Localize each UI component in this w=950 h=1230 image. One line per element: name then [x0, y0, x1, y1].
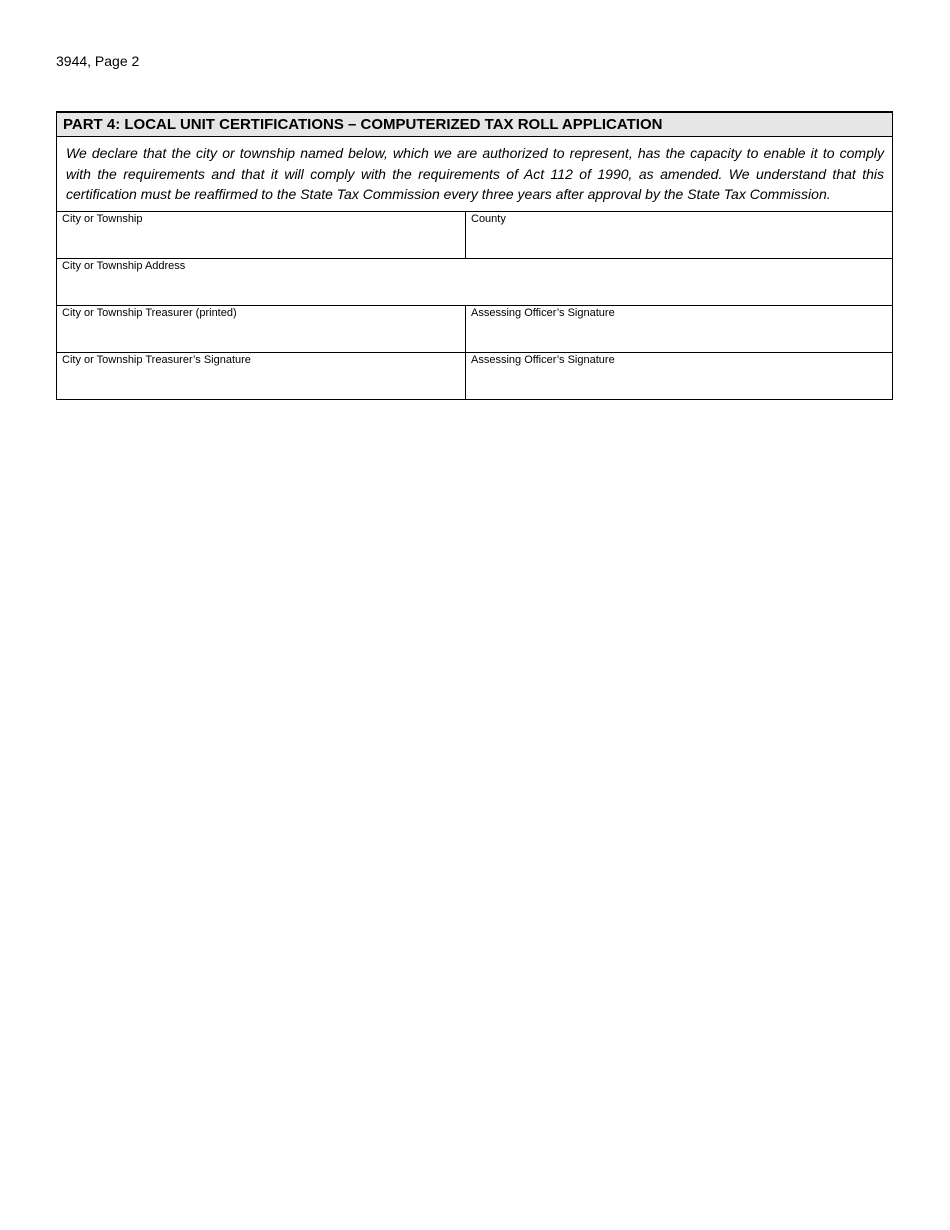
treasurer-signature-input[interactable] [62, 369, 460, 395]
page-header: 3944, Page 2 [56, 53, 140, 69]
assessor-signature-field-1[interactable] [466, 306, 892, 352]
row-address [57, 259, 892, 306]
part4-title: PART 4: LOCAL UNIT CERTIFICATIONS – COMPUTERIZED TAX ROLL APPLICATION [57, 113, 892, 137]
treasurer-signature-field[interactable] [57, 353, 466, 399]
county-input[interactable] [471, 228, 887, 254]
assessor-signature-input-1[interactable] [471, 322, 887, 348]
treasurer-printed-field[interactable] [57, 306, 466, 352]
city-or-township-field[interactable] [57, 212, 466, 258]
treasurer-printed-input[interactable] [62, 322, 460, 348]
row-treasurer-signature [57, 353, 892, 399]
row-treasurer-printed [57, 306, 892, 353]
assessor-signature-field-2[interactable] [466, 353, 892, 399]
assessor-signature-label-2: Assessing Officer’s Signature [471, 353, 615, 366]
part4-certification-form [56, 111, 893, 400]
declaration-text: We declare that the city or township named below, which we are authorized to represent, has the capacity to enable it to comply with the requirements and that it will comply with the requirements of Act 112 of 1990, as amended. We understand that this certification must be reaffirmed to the State Tax Commission every three years after approval by the State Tax Commission. [57, 137, 892, 212]
county-label: County [471, 212, 506, 225]
city-or-township-input[interactable] [62, 228, 460, 254]
assessor-signature-label-1: Assessing Officer’s Signature [471, 306, 615, 319]
address-field[interactable] [57, 259, 892, 305]
assessor-signature-input-2[interactable] [471, 369, 887, 395]
treasurer-signature-label: City or Township Treasurer’s Signature [62, 353, 251, 366]
address-input[interactable] [62, 275, 887, 301]
treasurer-printed-label: City or Township Treasurer (printed) [62, 306, 237, 319]
address-label: City or Township Address [62, 259, 186, 272]
county-field[interactable] [466, 212, 892, 258]
city-or-township-label: City or Township [62, 212, 143, 225]
row-city-county [57, 212, 892, 259]
